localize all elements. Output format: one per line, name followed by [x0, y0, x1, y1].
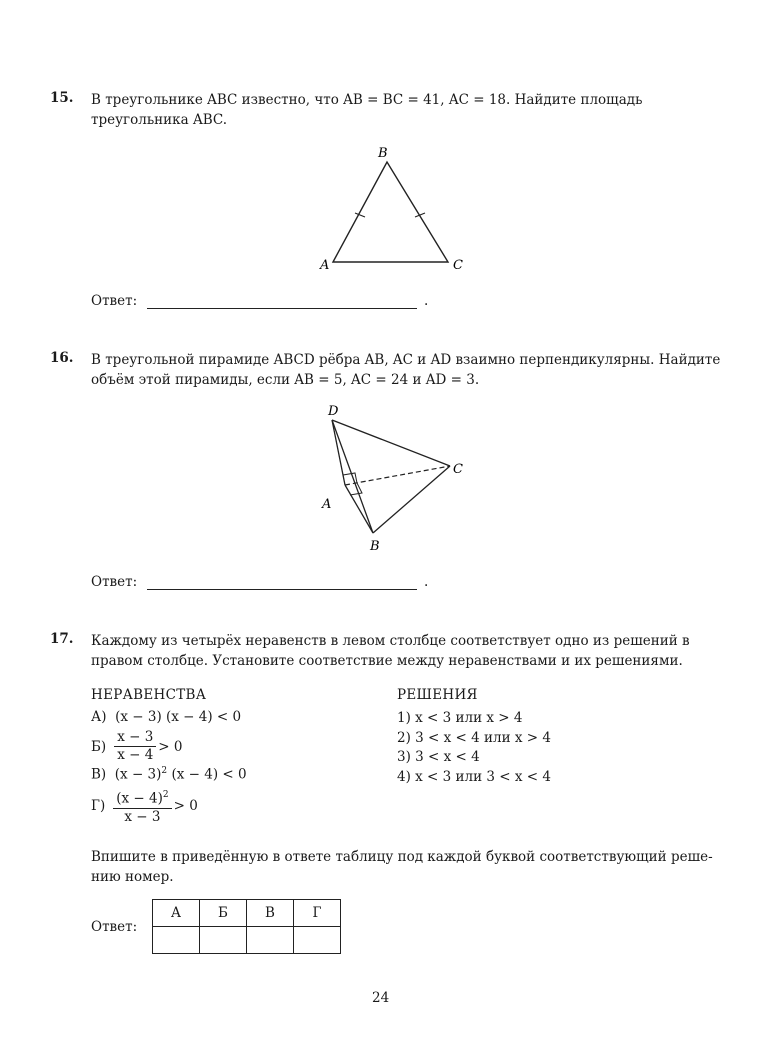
vertex-label-c: C: [453, 258, 463, 273]
problem-16-answer-label: Ответ:: [91, 574, 138, 590]
vertex-label-a: A: [322, 497, 332, 512]
answer-table: [152, 899, 341, 954]
problem-17-number: 17.: [50, 631, 74, 647]
answer-cell-a[interactable]: [153, 927, 200, 954]
inequality-v-letter: В): [91, 766, 107, 783]
pyramid-abcd-diagram: [310, 400, 480, 560]
problem-15-answer-field[interactable]: [147, 308, 417, 309]
inequality-v-exponent: 2: [161, 766, 168, 776]
inequality-g: [91, 787, 198, 826]
inequality-g-relation: > 0: [173, 798, 198, 815]
problem-17-line-1: Каждому из четырёх неравенств в левом столбце соответствует одно из решений в: [91, 633, 690, 649]
inequality-v-base: (x − 3): [114, 766, 162, 783]
page-number: 24: [372, 990, 390, 1006]
solution-1: 1) x < 3 или x > 4: [397, 710, 523, 726]
vertex-label-a: A: [320, 258, 330, 273]
solution-2: 2) 3 < x < 4 или x > 4: [397, 729, 551, 746]
inequality-b-numerator: x − 3: [114, 729, 156, 747]
inequalities-heading: НЕРАВЕНСТВА: [91, 687, 207, 703]
solutions-heading: РЕШЕНИЯ: [397, 687, 478, 703]
inequality-g-fraction: [113, 787, 171, 826]
problem-17-instruction: [91, 847, 731, 887]
tick-mark-ab: [355, 213, 365, 217]
answer-cell-b[interactable]: [200, 927, 247, 954]
inequality-g-letter: Г): [91, 798, 106, 815]
problem-17-line-2: правом столбце. Установите соответствие между неравенствами и их решениями.: [91, 653, 683, 669]
edge-ac-hidden: [345, 466, 450, 485]
inequality-g-denominator: x − 3: [124, 808, 161, 825]
inequality-b-letter: Б): [91, 738, 107, 755]
inequality-b-fraction: [114, 729, 156, 764]
inequality-g-exponent: 2: [162, 790, 169, 800]
vertex-label-b: B: [370, 539, 380, 554]
problem-15-line-2: треугольника ABC.: [91, 112, 228, 128]
triangle-abc-shape: [333, 162, 448, 262]
problem-17-answer-label: Ответ:: [91, 919, 138, 935]
vertex-label-d: D: [328, 404, 339, 419]
solution-4: 4) x < 3 или 3 < x < 4: [397, 768, 551, 785]
problem-15-line-1: В треугольнике ABC известно, что AB = BC = 41, AC = 18. Найдите площадь: [91, 92, 643, 108]
inequality-g-numerator: [113, 787, 171, 809]
edge-db: [332, 420, 373, 533]
inequality-g-numerator-base: (x − 4): [116, 790, 163, 807]
solutions-list: [397, 709, 551, 787]
problem-16-number: 16.: [50, 350, 74, 366]
problem-16-line-1: В треугольной пирамиде ABCD рёбра AB, AC и AD взаимно перпендикулярны. Найдите: [91, 352, 721, 368]
problem-15-answer-dot: .: [424, 293, 429, 309]
inequality-v: [91, 766, 247, 783]
problem-15-answer-label: Ответ:: [91, 293, 138, 309]
answer-header-b: Б: [200, 900, 247, 927]
problem-17-text: [91, 631, 731, 671]
inequality-b-denominator: x − 4: [117, 747, 154, 763]
vertex-label-b: B: [378, 146, 388, 161]
answer-header-v: В: [247, 900, 294, 927]
inequality-v-rest: (x − 4) < 0: [171, 766, 247, 783]
answer-header-a: А: [153, 900, 200, 927]
answer-header-g: Г: [294, 900, 341, 927]
problem-16-line-2: объём этой пирамиды, если AB = 5, AC = 24 и AD = 3.: [91, 372, 480, 388]
edge-ab: [345, 485, 373, 533]
answer-table-input-row: [153, 927, 341, 954]
inequality-a: [91, 709, 241, 725]
inequality-a-expr: (x − 3) (x − 4) < 0: [115, 709, 242, 725]
answer-cell-v[interactable]: [247, 927, 294, 954]
edge-dc: [332, 420, 450, 466]
problem-16-text: [91, 350, 731, 390]
instruction-line-1: Впишите в приведённую в ответе таблицу под каждой буквой соответствующий реше-: [91, 849, 713, 865]
triangle-abc-diagram: [300, 140, 480, 280]
answer-cell-g[interactable]: [294, 927, 341, 954]
problem-16-answer-dot: .: [424, 574, 429, 590]
problem-16-answer-field[interactable]: [147, 589, 417, 590]
edge-bc: [373, 466, 450, 533]
problem-15-text: [91, 90, 731, 130]
inequality-b: [91, 729, 183, 764]
answer-table-header-row: [153, 900, 341, 927]
inequality-b-relation: > 0: [158, 738, 183, 755]
inequality-a-letter: А): [91, 709, 107, 725]
solution-3: 3) 3 < x < 4: [397, 749, 480, 765]
instruction-line-2: нию номер.: [91, 869, 174, 885]
problem-15-number: 15.: [50, 90, 74, 106]
vertex-label-c: C: [453, 462, 463, 477]
